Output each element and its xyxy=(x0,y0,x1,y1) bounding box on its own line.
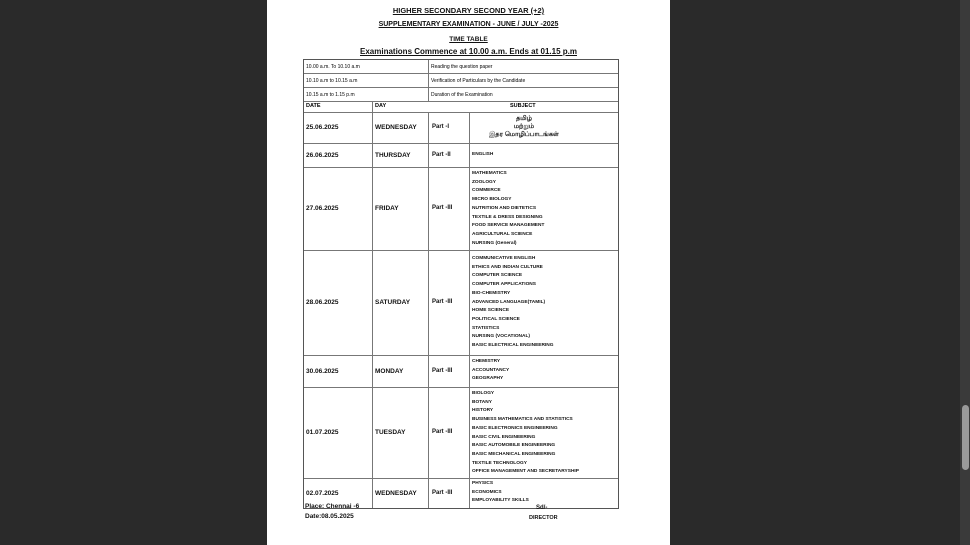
subject-item: COMPUTER SCIENCE xyxy=(472,273,523,279)
subject-item: BUSINESS MATHEMATICS AND STATISTICS xyxy=(472,417,573,423)
exam-part: Part -I xyxy=(432,124,450,130)
exam-date: 26.06.2025 xyxy=(306,152,339,159)
subject-column-header: SUBJECT xyxy=(510,103,536,109)
subject-item: CHEMISTRY xyxy=(472,359,501,364)
day-column-header: DAY xyxy=(375,103,387,109)
subject-item: COMMERCE xyxy=(472,188,501,194)
subject-item: STATISTICS xyxy=(472,325,500,331)
table-row xyxy=(304,388,618,479)
table-row xyxy=(304,168,618,251)
subject-item: MATHEMATICS xyxy=(472,171,507,176)
subject-item: HOME SCIENCE xyxy=(472,308,510,314)
subject-item: ECONOMICS xyxy=(472,489,502,495)
table-row xyxy=(304,113,618,144)
date-column-header: DATE xyxy=(306,103,321,109)
subject-item: ENGLISH xyxy=(472,152,494,157)
table-row xyxy=(304,251,618,356)
table-row xyxy=(304,356,618,388)
time-activity: Verification of Particulars by the Candidate xyxy=(431,78,526,84)
subject-item: POLITICAL SCIENCE xyxy=(472,316,520,322)
exam-part: Part -III xyxy=(432,429,453,435)
exam-day: THURSDAY xyxy=(375,152,411,159)
signature-sd: Sd/- xyxy=(536,505,548,511)
time-range: 10.15 a.m to 1.15 p.m xyxy=(306,92,355,98)
subject-item: EMPLOYABILITY SKILLS xyxy=(472,498,529,504)
subject-item: NUTRITION AND DIETETICS xyxy=(472,205,537,211)
page-scrollbar[interactable] xyxy=(960,0,970,545)
exam-day: FRIDAY xyxy=(375,205,399,212)
exam-part: Part -III xyxy=(432,490,453,496)
subject-item: ETHICS AND INDIAN CULTURE xyxy=(472,264,543,270)
subject-item: BASIC ELECTRONICS ENGINEERING xyxy=(472,425,558,431)
exam-part: Part -III xyxy=(432,205,453,211)
subject-item: BASIC AUTOMOBILE ENGINEERING xyxy=(472,443,556,449)
exam-part: Part -III xyxy=(432,368,453,374)
timetable-label: TIME TABLE xyxy=(449,36,488,43)
subject-item: BASIC MECHANICAL ENGINEERING xyxy=(472,451,556,457)
exam-day: WEDNESDAY xyxy=(375,124,417,131)
subject-item: FOOD SERVICE MANAGEMENT xyxy=(472,223,545,229)
subject-item: BOTANY xyxy=(472,399,492,405)
subject-item: TEXTILE & DRESS DESIGNING xyxy=(472,214,543,220)
exam-date: 30.06.2025 xyxy=(306,368,339,375)
subject-item: MICRO BIOLOGY xyxy=(472,197,512,203)
time-row xyxy=(304,88,618,102)
subject-item: COMPUTER APPLICATIONS xyxy=(472,282,536,288)
subject-item: HISTORY xyxy=(472,408,494,414)
subject-item: BASIC ELECTRICAL ENGINEERING xyxy=(472,343,554,348)
exam-date: 01.07.2025 xyxy=(306,429,339,436)
subject-item: BASIC CIVIL ENGINEERING xyxy=(472,434,536,440)
exam-day: SATURDAY xyxy=(375,299,411,306)
subject-item: TEXTILE TECHNOLOGY xyxy=(472,460,527,466)
exam-date: 02.07.2025 xyxy=(306,490,339,497)
subject-item: இதர மொழிப்பாடங்கள் xyxy=(489,131,559,138)
time-row xyxy=(304,74,618,88)
exam-part: Part -III xyxy=(432,299,453,305)
subject-item: ZOOLOGY xyxy=(472,179,496,185)
time-range: 10.10 a.m to 10.15 a.m xyxy=(306,78,358,84)
time-range: 10.00 a.m. To 10.10 a.m xyxy=(306,64,360,70)
exam-day: TUESDAY xyxy=(375,429,406,436)
subject-item: GEOGRAPHY xyxy=(472,376,504,382)
time-activity: Duration of the Examination xyxy=(431,92,493,98)
subject-item: AGRICULTURAL SCIENCE xyxy=(472,231,533,237)
subject-item: ADVANCED LANGUAGE(TAMIL) xyxy=(472,299,546,305)
subject-item: NURSING (General) xyxy=(472,240,517,246)
exam-date: 27.06.2025 xyxy=(306,205,339,212)
subject-item: NURSING (VOCATIONAL) xyxy=(472,334,531,340)
subject-item: மற்றும் xyxy=(513,123,535,130)
exam-day: MONDAY xyxy=(375,368,404,375)
exam-day: WEDNESDAY xyxy=(375,490,417,497)
subject-item: தமிழ் xyxy=(516,115,532,122)
scrollbar-thumb[interactable] xyxy=(962,405,969,470)
subject-item: BIO-CHEMISTRY xyxy=(472,290,511,296)
subject-item: PHYSICS xyxy=(472,481,494,486)
time-activity: Reading the question paper xyxy=(431,64,493,70)
timetable-table xyxy=(303,59,619,509)
table-row xyxy=(304,144,618,168)
timing-note: Examinations Commence at 10.00 a.m. Ends at 01.15 p.m xyxy=(360,47,577,56)
footer-place: Place: Chennai -6 xyxy=(305,503,360,510)
subject-item: BIOLOGY xyxy=(472,391,495,396)
footer-date: Date:08.05.2025 xyxy=(305,513,354,520)
exam-part: Part -II xyxy=(432,152,451,158)
subject-item: ACCOUNTANCY xyxy=(472,367,510,373)
doc-title: HIGHER SECONDARY SECOND YEAR (+2) xyxy=(392,6,545,15)
signatory-title: DIRECTOR xyxy=(529,515,558,521)
table-header-row xyxy=(304,102,618,113)
exam-title: SUPPLEMENTARY EXAMINATION - JUNE / JULY -2025 xyxy=(378,21,559,28)
document-page xyxy=(267,0,670,545)
subject-item: OFFICE MANAGEMENT AND SECRETARYSHIP xyxy=(472,469,579,475)
time-row xyxy=(304,60,618,74)
exam-date: 28.06.2025 xyxy=(306,299,339,306)
subject-item: COMMUNICATIVE ENGLISH xyxy=(472,256,536,261)
exam-date: 25.06.2025 xyxy=(306,124,339,131)
